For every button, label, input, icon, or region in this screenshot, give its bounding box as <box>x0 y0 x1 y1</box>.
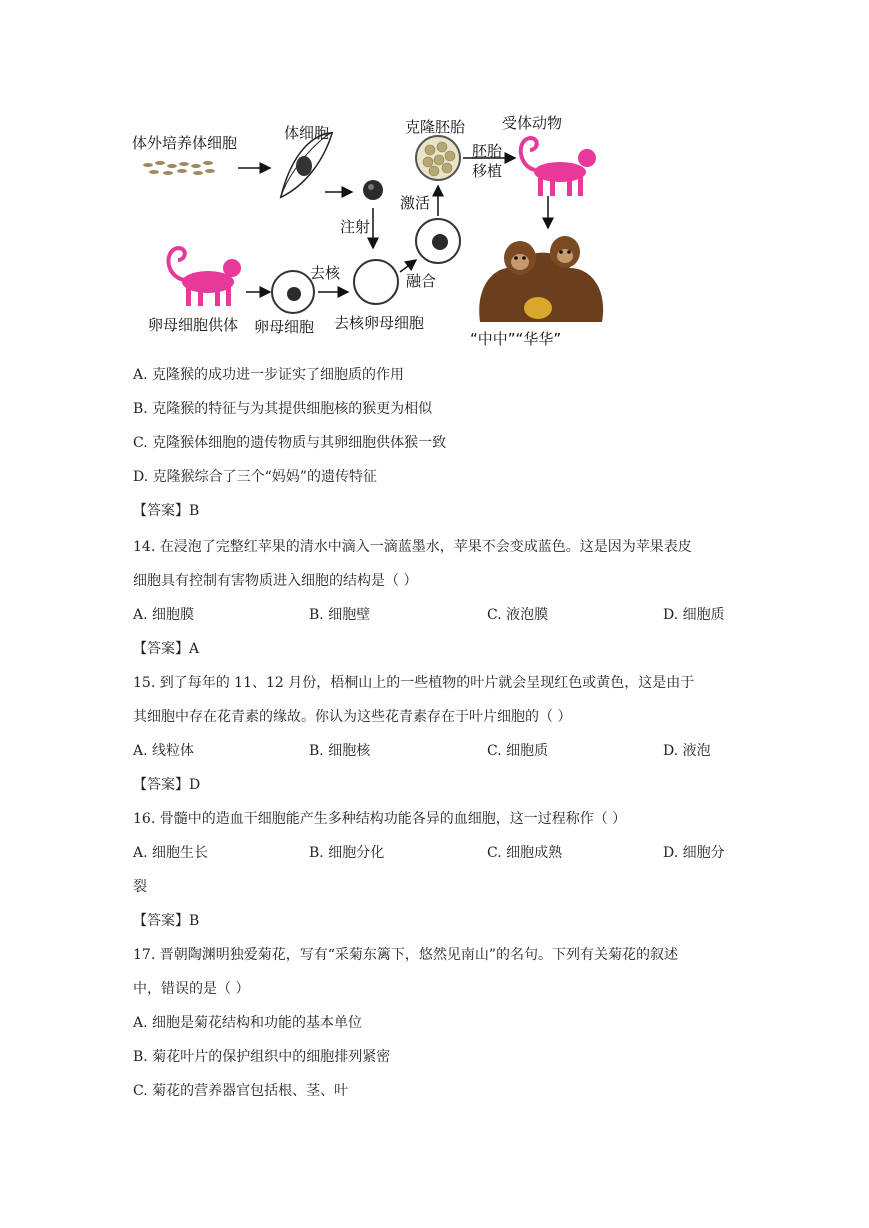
q13-answer: 【答案】B <box>133 503 200 519</box>
label-culture: 体外培养体细胞 <box>132 134 238 152</box>
enucleated-egg-icon <box>354 260 398 304</box>
somatic-nucleus-icon <box>296 156 312 176</box>
nucleus-icon <box>363 180 383 200</box>
q14-answer: 【答案】A <box>133 641 200 657</box>
egg-donor-monkey-icon <box>168 248 241 306</box>
label-monkey-names: “中中”“华华” <box>470 330 562 348</box>
q15-option-d: D. 液泡 <box>663 743 711 759</box>
q17-option-c: C. 菊花的营养器官包括根、茎、叶 <box>133 1083 349 1099</box>
q13-option-d: D. 克隆猴综合了三个“妈妈”的遗传特征 <box>133 469 377 485</box>
q16-stem: 16. 骨髓中的造血干细胞能产生多种结构功能各异的血细胞，这一过程称作（ ） <box>133 811 627 827</box>
label-enucleate: 去核 <box>310 264 341 282</box>
q13-option-c: C. 克隆猴体细胞的遗传物质与其卵细胞供体猴一致 <box>133 435 447 451</box>
cloning-diagram <box>120 100 740 350</box>
q14-stem-line1: 14. 在浸泡了完整红苹果的清水中滴入一滴蓝墨水，苹果不会变成蓝色。这是因为苹果表皮 <box>133 539 692 555</box>
q15-option-c: C. 细胞质 <box>487 743 549 759</box>
q15-stem-line2: 其细胞中存在花青素的缘故。你认为这些花青素存在于叶片细胞的（ ） <box>133 709 572 725</box>
q16-option-c: C. 细胞成熟 <box>487 845 563 861</box>
q16-answer: 【答案】B <box>133 913 200 929</box>
label-somatic: 体细胞 <box>284 124 330 142</box>
q14-option-a: A. 细胞膜 <box>133 607 195 623</box>
q15-answer: 【答案】D <box>133 777 201 793</box>
label-fusion: 融合 <box>406 272 437 290</box>
q15-option-a: A. 线粒体 <box>133 743 195 759</box>
recipient-monkey-icon <box>521 138 596 196</box>
q17-option-a: A. 细胞是菊花结构和功能的基本单位 <box>133 1015 363 1031</box>
q13-option-b: B. 克隆猴的特征与为其提供细胞核的猴更为相似 <box>133 401 433 417</box>
label-recipient: 受体动物 <box>502 114 563 132</box>
label-transfer-1: 胚胎 <box>472 142 503 160</box>
q17-stem-line1: 17. 晋朝陶渊明独爱菊花，写有“采菊东篱下，悠然见南山”的名句。下列有关菊花的叙述 <box>133 947 679 963</box>
q16-option-a: A. 细胞生长 <box>133 845 209 861</box>
label-enucleated-egg: 去核卵母细胞 <box>334 314 425 332</box>
q13-option-a: A. 克隆猴的成功进一步证实了细胞质的作用 <box>133 367 405 383</box>
label-inject: 注射 <box>340 218 371 236</box>
label-activate: 激活 <box>400 194 431 212</box>
label-clone-embryo: 克隆胚胎 <box>405 118 466 136</box>
label-egg-donor: 卵母细胞供体 <box>148 316 239 334</box>
q16-option-b: B. 细胞分化 <box>309 845 385 861</box>
label-transfer-2: 移植 <box>472 162 503 180</box>
cloned-monkeys-photo <box>479 236 603 322</box>
cultured-cells-icon <box>143 161 215 175</box>
q14-stem-line2: 细胞具有控制有害物质进入细胞的结构是（ ） <box>133 573 418 589</box>
q14-option-b: B. 细胞壁 <box>309 607 371 623</box>
q15-option-b: B. 细胞核 <box>309 743 371 759</box>
q17-stem-line2: 中，错误的是（ ） <box>133 981 250 997</box>
q15-stem-line1: 15. 到了每年的 11、12 月份，梧桐山上的一些植物的叶片就会呈现红色或黄色，这是由于 <box>133 675 695 691</box>
label-egg-cell: 卵母细胞 <box>254 318 315 336</box>
q16-option-d-wrap: 裂 <box>133 879 147 895</box>
q16-option-d: D. 细胞分 <box>663 845 725 861</box>
q14-option-d: D. 细胞质 <box>663 607 725 623</box>
q14-option-c: C. 液泡膜 <box>487 607 549 623</box>
q17-option-b: B. 菊花叶片的保护组织中的细胞排列紧密 <box>133 1049 391 1065</box>
